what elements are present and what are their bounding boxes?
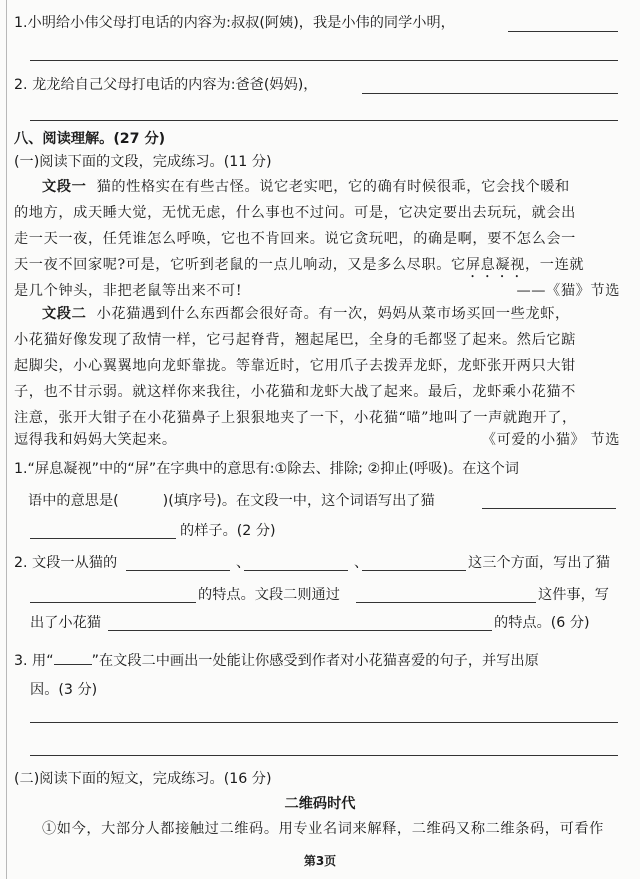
q2-line-2-b: 这件事，写 bbox=[538, 587, 609, 603]
q2-answer-line[interactable] bbox=[244, 570, 348, 571]
top-question-2 bbox=[14, 76, 620, 94]
q3-line-1: 3. 用“ ”在文段二中画出一处能让你感受到作者对小花猫喜爱的句子，并写出原 bbox=[14, 650, 620, 670]
question-number: 2. bbox=[14, 77, 28, 93]
q1-line-2: 语中的意思是( )(填序号)。在文段一中，这个词语写出了猫 bbox=[28, 493, 435, 509]
page-number: 第3页 bbox=[303, 854, 337, 868]
section-heading: 八、阅读理解。(27 分) bbox=[14, 131, 166, 147]
q2-line-1-end: 这三个方面，写出了猫 bbox=[468, 555, 610, 571]
article-line-1: ①如今，大部分人都接触过二维码。用专业名词来解释，二维码又称二维条码，可看作 bbox=[42, 821, 604, 837]
passage2-label: 文段二 bbox=[42, 306, 87, 322]
question-text: 小明给小伟父母打电话的内容为:叔叔(阿姨)，我是小伟的同学小明， bbox=[27, 15, 455, 31]
q2-answer-line[interactable] bbox=[126, 570, 230, 571]
q1-line-1: 1.“屏息凝视”中的“屏”在字典中的意思有:①除去、排除; ②抑止(呼吸)。在这个词 bbox=[14, 461, 519, 477]
passage2-line-3: 起脚尖，小心翼翼地向龙虾靠拢。等靠近时，它用爪子去拨弄龙虾，龙虾张开两只大钳 bbox=[14, 358, 576, 374]
passage2-line-2: 小花猫好像发现了敌情一样，它弓起脊背，翘起尾巴，全身的毛都竖了起来。然后它踮 bbox=[14, 332, 576, 348]
q2-line-2-a: 的特点。文段二则通过 bbox=[198, 587, 340, 603]
q2-answer-line[interactable] bbox=[362, 570, 466, 571]
passage1-line-5: 是几个钟头，非把老鼠等出来不可! ——《猫》节选 bbox=[14, 283, 620, 299]
article-title: 二维码时代 bbox=[284, 796, 356, 812]
passage2-line-6: 逗得我和妈妈大笑起来。 《可爱的小猫》 节选 bbox=[14, 432, 620, 448]
q2-answer-line[interactable] bbox=[30, 602, 196, 603]
answer-line[interactable] bbox=[30, 120, 618, 121]
underline-sample bbox=[54, 650, 92, 665]
q3-answer-line[interactable] bbox=[30, 755, 618, 756]
passage1-label: 文段一 bbox=[42, 179, 87, 195]
passage1-line-2: 的地方，成天睡大觉，无忧无虑，什么事也不过问。可是，它决定要出去玩玩，就会出 bbox=[14, 205, 576, 221]
answer-line[interactable] bbox=[362, 93, 618, 94]
q1-answer-line[interactable] bbox=[30, 538, 176, 539]
q1-answer-line[interactable] bbox=[482, 508, 616, 509]
top-question-1 bbox=[14, 14, 620, 32]
question-number: 1. bbox=[14, 15, 28, 31]
passage1-source: ——《猫》节选 bbox=[516, 283, 620, 299]
q2-answer-line[interactable] bbox=[356, 602, 536, 603]
q2-answer-line[interactable] bbox=[108, 630, 492, 631]
passage1-line-1: 文段一 猫的性格实在有些古怪。说它老实吧，它的确有时候很乖，它会找个暖和 bbox=[42, 179, 570, 195]
answer-line[interactable] bbox=[30, 60, 618, 61]
q1-line-3: 的样子。(2 分) bbox=[180, 523, 276, 539]
q3-answer-line[interactable] bbox=[30, 722, 618, 723]
part2-instruction: (二)阅读下面的短文，完成练习。(16 分) bbox=[14, 771, 272, 787]
q2-line-3-a: 出了小花猫 bbox=[30, 615, 101, 631]
passage2-source: 《可爱的小猫》 节选 bbox=[481, 432, 620, 448]
emphasized-phrase: 屏息凝视 bbox=[465, 257, 525, 273]
question-text: 龙龙给自己父母打电话的内容为:爸爸(妈妈)， bbox=[32, 77, 318, 93]
q2-line-3-b: 的特点。(6 分) bbox=[494, 615, 590, 631]
q3-line-2: 因。(3 分) bbox=[30, 682, 98, 698]
q2-line-1: 2. 文段一从猫的 bbox=[14, 555, 118, 571]
separator: 、 bbox=[354, 555, 369, 571]
separator: 、 bbox=[236, 555, 251, 571]
part1-instruction: (一)阅读下面的文段，完成练习。(11 分) bbox=[14, 154, 272, 170]
passage2-line-1: 文段二 小花猫遇到什么东西都会很好奇。有一次，妈妈从菜市场买回一些龙虾， bbox=[42, 306, 570, 322]
passage2-line-4: 子，也不甘示弱。就这样你来我往，小花猫和龙虾大战了起来。最后，龙虾乘小花猫不 bbox=[14, 384, 576, 400]
page-left-border bbox=[6, 0, 7, 879]
passage1-line-4: 天一夜不回家呢?可是，它听到老鼠的一点儿响动，又是多么尽职。它屏息凝视，一连就 bbox=[14, 257, 585, 273]
passage1-line-3: 走一天一夜，任凭谁怎么呼唤，它也不肯回来。说它贪玩吧，的确是啊，要不怎么会一 bbox=[14, 231, 576, 247]
answer-line[interactable] bbox=[508, 31, 618, 32]
passage2-line-5: 注意，张开大钳子在小花猫鼻子上狠狠地夹了一下，小花猫“喵”地叫了一声就跑开了， bbox=[14, 410, 577, 426]
